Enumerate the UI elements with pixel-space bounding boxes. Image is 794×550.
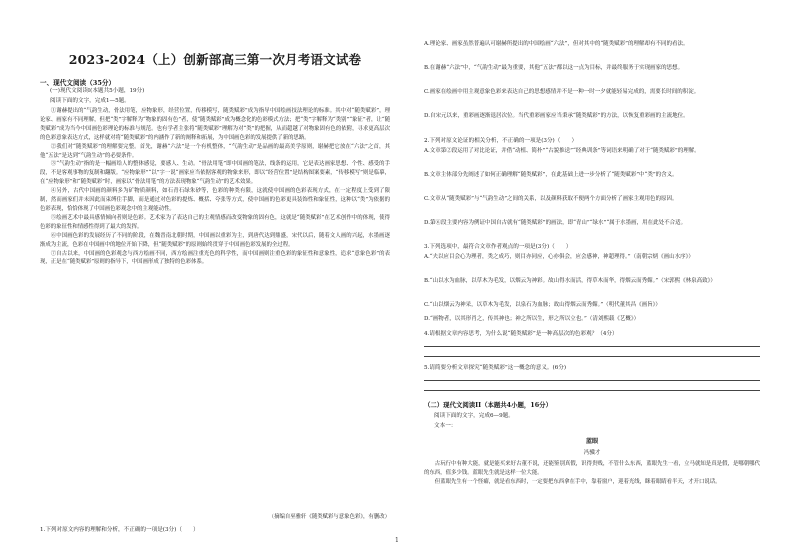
answer-line [424,390,760,391]
q1-option-c: C.画家在绘画中用主观意象色彩来表达自己的思想感情并不是一种一时一夕就能轻易完成的，需要长时间的积淀。 [424,89,700,95]
section-heading-1: 一、现代文阅读（35分） [40,79,116,87]
right-column [424,0,764,550]
exam-title: 2023-2024（上）创新部高三第一次月考语文试卷 [68,52,362,67]
answer-line [424,346,760,347]
question-2: 2.下列对原文论证的相关分析，不正确的一项是(3分)（ ） [424,138,578,144]
passage-paragraph-4: ④另外，古代中国画的颜料多为矿物质颜料，如石青石绿朱砂等，色彩的种类有限，这就使中国画的色彩表现方式，在一定程度上受到了限制，然而画家们并未因此而束缚住手脚，而是通过对色彩的提炼、概括、夸张等方式，使中国画的色彩更具装饰性和象征性，这种以“类”为依据的色彩表现，恰恰体现了中国画色彩观念中的主观能动性。 [40,188,390,212]
q3-option-c: C.“山以烟云为神采，以草木为毛发，以泉石为血脉；故山得烟云而秀媚。”（明代董其昌《画旨》） [424,302,661,308]
reading-instruction-2: 阅读下面的文字，完成6—9题。 [434,413,514,419]
passage-paragraph-2: ②我们对“随类赋彩”的理解要完整。首先，谢赫“六法”是一个有机整体，“气韵生动”是品画的最高美学原则，谢赫把它放在“六法”之首，其他“五法”是达到“气韵生动”的必要条件。 [40,143,390,159]
q1-option-a: A.理论家、画家虽然普遍认可谢赫所提出的中国绘画“六法”，但对其中的“随类赋彩”的理解却有不同的看法。 [424,41,689,47]
left-column [40,0,390,550]
text-label: 文本一： [434,423,457,429]
q2-option-a: A.文章第②段运用了对比论证，并借“动植、简朴”“古貌推送”“经典训条”等词语来明确了对于“随类赋彩”的理解。 [424,148,700,154]
passage-paragraph-3: ③“气韵生动”指的是一幅画给人的整体感觉，要感人、生动。“骨法用笔”即中国画的笔法，线条的运用，它是表达画家思想、个性、感受的手段，不是客观事物的复制和翻版。“应物象形”“以”字一说“画家应当依据客观的物象来形，即以“经营位置”是结构图案要素，“传移模写”则是临摹，在“应物象形”和“随类赋彩”时，画家以“骨法用笔”的方法表现物象“气韵生动”的艺术效果。 [40,161,390,186]
q2-option-c: C.文章从“随类赋彩”与“气韵生动”之间的关系，以及颜料获取不便两个方面分析了画家主观用色的原因。 [424,196,678,202]
q1-option-b: B.在谢赫“六法”中，“气韵生动”最为重要，其他“五法”都以这一点为目标，并最终服务于实现画家的思想。 [424,65,684,71]
reading-passage [40,107,390,507]
question-1: 1.下列对原文内容的理解和分析，不正确的一项是(3分)（ ） [40,527,199,533]
page-number: 1 [395,537,399,544]
q2-option-b: B.文章主体部分先阐述了如何正确理解“随类赋彩”，在此基础上进一步分析了“随类赋彩”中“类”的含义。 [424,172,678,178]
answer-line [424,380,760,381]
story-author: 冯骥才 [583,450,601,456]
section-heading-2: （二）现代文阅读II（本题共4小题，16分） [424,401,552,409]
passage-paragraph-1: ①谢赫提出的“气韵生动，骨法用笔，应物象形，经营位置，传移模写，随类赋彩”成为指导中国绘画技法理论的标准。其中对“随类赋彩”，理论家、画家有不同理解，但把“类”字解释为“物象的固有色”者，使“随类赋彩”成为概念化的色彩模式方法；把“类”字解释为“类别”“象征”者，让“随类赋彩”成为当今中国画色彩理论的标准与规范。也有学者主张将“随类赋彩”理解为对“类”的把握，从而超越了对物象固有色的依附，寻求更高层次的色彩意象表达方式，这样就对将“随类赋彩”的内涵作了新的阐释和拓展，为中国画色彩的发展提供了新的思路。 [40,108,390,141]
story-title: 蓝眼 [585,438,599,445]
passage-source: （摘编自巫雅轩《随类赋彩与意象色彩》，有删改） [268,514,390,520]
passage-paragraph-6: ⑥中国画色彩的发展经历了不同的阶段，在魏晋南北朝时期，中国画以重彩为主，到唐代达到鼎盛，宋代以后，随着文人画的兴起，水墨画逐渐成为主流，色彩在中国画中的地位开始下降，但“随类赋彩”的原则始终贯穿于中国画色彩发展的全过程。 [40,232,390,248]
q1-option-d: D.自宋元以来，重彩画逐渐退居次位。当代重彩画家应当秉承“随类赋彩”的方法，以恢复重彩画的主流地位。 [424,113,689,119]
q3-option-b: B.“山以水为血脉，以草木为毛发，以烟云为神彩。故山得水而活，得草木而华，得烟云而秀媚。”（宋郭熙《林泉高致》） [424,278,716,284]
question-5: 5.请简要分析文章探究“随类赋彩”这一概念的意义。(6分) [424,365,567,371]
question-4: 4.请根据文章内容思考，为什么说“随类赋彩”是一种高层次的色彩观？（4分） [424,331,618,337]
passage-paragraph-7: ⑦自古以来，中国画的色彩观念与西方绘画不同，西方绘画注重光色的科学性，而中国画则注重色彩的象征性和意象性，追求“意象色彩”的表现，正是在“随类赋彩”原则的指导下，中国画形成了独特的色彩体系。 [40,250,390,266]
story-passage [424,460,760,540]
passage-paragraph-5: ⑤绘画艺术中最具感情倾向者则是色彩。艺术家为了表达自己的主观情感而改变物象的固有色，这就是“随类赋彩”在艺术创作中的体现，使得色彩的象征性和情感性得到了最大的发挥。 [40,214,390,230]
story-paragraph-2: 但蓝眼先生有一个怪癖，就是看东西时，一定要把东西拿在手中，靠着窗户，迎着光线，眯着眼睛看半天，才开口说话。 [434,478,721,485]
question-3: 3.下列选项中，最符合文章作者观点的一项是(3分)（ ） [424,244,572,250]
reading-instruction-1: 阅读下面的文字，完成1—5题。 [50,98,130,104]
answer-line [424,356,760,357]
story-paragraph-1: 古玩行中有种大能，就是能买来好古董不说，还能鉴别真假，识得贵贱，不管什么东西，蓝眼先生一看，立马就知是真是假，是哪朝哪代的东西，值多少钱。蓝眼先生就是这样一位大能。 [424,461,760,476]
q3-option-a: A.“夫以应目会心为理者，类之成巧，则目亦同应，心亦俱会，应会感神，神超理得。”（南朝宗炳《画山水序》） [424,254,694,260]
q3-option-d: D.“画物者，以其形肖之，传其神也；神之所以生，形之所以立也。”（清刘熙载《艺概》） [424,316,640,322]
subsection-heading-1: (一)现代文阅读I(本题共5小题，19分) [50,88,145,94]
q2-option-d: D.第⑥段主要内容为例证中国自古就有“随类赋彩”的画法，即“青山”“绿水”“属于水墨画，用在此处不合适。 [424,220,687,226]
